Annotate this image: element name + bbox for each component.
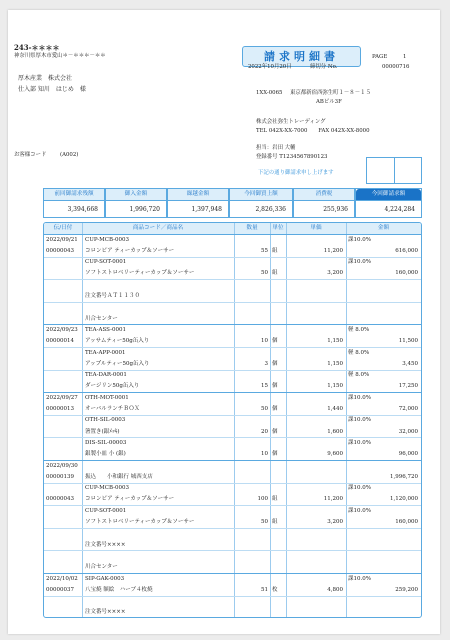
row-divider: [44, 483, 421, 484]
issuer-phone: TEL 042X-XX-7000 FAX 042X-XX-8000: [256, 128, 370, 134]
row-unit: 組: [272, 270, 278, 277]
row-date: 2022/09/23: [46, 326, 78, 333]
row-code: OTH-MOT-0001: [85, 394, 129, 401]
summary-value: 2,826,336: [255, 206, 286, 213]
row-code: SIP-GAK-0003: [85, 575, 125, 582]
row-amount: 96,000: [398, 451, 418, 458]
row-date: 00000139: [46, 473, 74, 480]
row-price: 4,800: [327, 586, 343, 593]
column-divider: [234, 223, 235, 617]
row-divider: [44, 302, 421, 303]
row-code: CUP-SOT-0001: [85, 259, 127, 266]
page-number: 1: [403, 54, 407, 60]
column-header: 単位: [272, 225, 284, 231]
row-code: TEA-DAR-0001: [85, 372, 127, 379]
row-amount: 259,200: [395, 586, 418, 593]
customer-code-label: お客様コード: [14, 152, 47, 158]
row-name: コロンビア ティーカップ＆ソーサー: [85, 247, 175, 254]
row-date: 00000037: [46, 586, 74, 593]
row-amount: 課10.0%: [348, 394, 371, 401]
row-qty: 15: [261, 383, 268, 390]
column-divider: [270, 223, 271, 617]
row-qty: 50: [261, 519, 268, 525]
row-unit: 組: [272, 247, 278, 254]
summary-label: 消費税: [294, 189, 354, 201]
summary-value: 3,394,668: [67, 206, 98, 213]
row-code: DIS-SIL-00003: [85, 439, 127, 446]
row-name: ソフトストロベリーティーカップ＆ソーサー: [85, 270, 195, 277]
row-amount: 616,000: [395, 247, 418, 254]
row-amount: 軽 8.0%: [348, 372, 370, 379]
summary-label: 繰越金額: [168, 189, 228, 201]
summary-table: [43, 188, 422, 218]
column-divider: [82, 223, 83, 617]
column-header: 金額: [377, 225, 390, 231]
row-amount: 課10.0%: [348, 485, 371, 492]
row-price: 11,200: [323, 496, 343, 503]
row-date: 00000013: [46, 406, 74, 412]
invoice-no-label: 締切分 No.: [310, 64, 338, 70]
summary-value: 4,224,284: [384, 206, 415, 213]
row-name: オーバルランチＢＯＸ: [85, 406, 140, 412]
row-unit: 個: [272, 406, 278, 412]
row-date: 2022/10/02: [46, 575, 78, 582]
summary-label: 今回御請求額: [356, 189, 421, 201]
row-price: 9,600: [327, 451, 343, 458]
row-divider: [44, 528, 421, 529]
row-amount: 課10.0%: [348, 439, 371, 446]
row-unit: 個: [272, 383, 278, 390]
summary-label: 今回御買上額: [230, 189, 292, 201]
row-date: 2022/09/27: [46, 394, 78, 401]
customer-company: 厚木産業 株式会社: [18, 75, 73, 82]
row-unit: 個: [272, 338, 278, 345]
row-price: 1,150: [327, 338, 343, 345]
row-qty: 50: [261, 406, 268, 412]
row-name: 注文番号ＡＴ１１３０: [85, 293, 141, 299]
row-divider: [44, 279, 421, 280]
row-date: 00000014: [46, 338, 74, 345]
row-amount: 軽 8.0%: [348, 326, 370, 333]
row-date: 00000043: [46, 496, 74, 503]
row-name: 川合センター: [85, 564, 118, 571]
billing-notice: 下記の通り御請求申し上げます: [258, 170, 334, 176]
row-divider: [44, 437, 421, 438]
summary-value: 255,936: [323, 206, 348, 213]
row-name: 注文番号××××: [85, 609, 126, 616]
row-amount: 160,000: [395, 519, 418, 525]
row-amount: 160,000: [395, 270, 418, 277]
row-amount: 課10.0%: [348, 259, 371, 266]
row-name: 箸置き(銀ﾒｯｷ): [85, 428, 120, 435]
document-title: 請求明細書: [242, 46, 361, 67]
row-name: アップルティー50g缶入り: [85, 360, 150, 367]
invoice-date: 2022年10月20日: [248, 64, 292, 70]
issuer-registration: 登録番号 T1234567890123: [256, 154, 328, 160]
row-unit: 組: [272, 519, 278, 525]
column-header: 単価: [310, 225, 322, 231]
issuer-person: 担当：岩田 大輔: [256, 145, 296, 151]
row-qty: 10: [261, 451, 268, 458]
row-unit: 個: [272, 428, 278, 435]
row-name: コロンビア ティーカップ＆ソーサー: [85, 496, 175, 503]
row-amount: 課10.0%: [348, 507, 371, 514]
row-name: アッサムティー50g缶入り: [85, 338, 150, 345]
row-divider: [44, 596, 421, 597]
row-name: 八宝焼 額絵 ハーブ４枚焼: [85, 586, 153, 593]
row-divider: [44, 324, 421, 325]
row-date: 2022/09/21: [46, 236, 78, 243]
row-amount: 1,120,000: [390, 496, 418, 503]
column-divider: [286, 223, 287, 617]
row-amount: 1,996,720: [390, 473, 418, 480]
row-divider: [44, 573, 421, 574]
row-qty: 3: [264, 360, 268, 367]
issuer-address: 東京都新宿西弥生町１－８－１５: [290, 90, 371, 96]
row-name: ソフトストロベリーティーカップ＆ソーサー: [85, 519, 195, 525]
summary-cell: [355, 188, 422, 218]
row-divider: [44, 415, 421, 416]
row-price: 1,150: [327, 383, 343, 390]
row-qty: 10: [261, 338, 268, 345]
summary-value: 1,996,720: [129, 206, 160, 213]
issuer-building: ABビル3F: [316, 99, 342, 105]
row-amount: 17,250: [398, 383, 418, 390]
customer-address: 神奈川県厚木市愛山＊－＊＊＊－＊＊: [14, 53, 106, 59]
row-qty: 51: [261, 586, 268, 593]
row-unit: 個: [272, 360, 278, 367]
row-amount: 課10.0%: [348, 236, 371, 243]
customer-postal: 243-＊＊＊＊: [14, 43, 60, 52]
row-code: TEA-APP-0001: [85, 349, 126, 356]
row-qty: 100: [257, 496, 268, 503]
row-code: CUP-SOT-0001: [85, 507, 127, 514]
row-amount: 軽 8.0%: [348, 349, 370, 356]
row-price: 3,200: [327, 270, 343, 277]
row-divider: [44, 234, 421, 235]
column-header: 数量: [246, 225, 258, 231]
row-code: OTH-SIL-0003: [85, 417, 126, 424]
summary-cell: [105, 188, 167, 218]
summary-cell: [229, 188, 293, 218]
row-amount: 課10.0%: [348, 417, 371, 424]
row-amount: 11,500: [398, 338, 418, 345]
row-unit: 組: [272, 496, 278, 503]
row-amount: 32,000: [398, 428, 418, 435]
row-divider: [44, 347, 421, 348]
issuer-postal: 1XX-0065: [256, 90, 283, 96]
customer-code: (A002): [60, 152, 79, 158]
column-header: 商品コード／商品名: [132, 225, 184, 231]
page-label: PAGE: [372, 54, 388, 60]
row-divider: [44, 370, 421, 371]
row-price: 1,440: [327, 406, 343, 412]
row-name: 銀製小皿 小 (銀): [85, 451, 126, 458]
row-divider: [44, 392, 421, 393]
approval-stamp-box: [366, 157, 422, 184]
row-amount: 課10.0%: [348, 575, 371, 582]
summary-label: 前回御請求残額: [44, 189, 104, 201]
issuer-company: 株式会社弥生トレーディング: [256, 119, 326, 125]
row-code: CUP-MCB-0003: [85, 485, 129, 492]
row-divider: [44, 257, 421, 258]
invoice-sheet: [8, 10, 440, 634]
row-qty: 55: [261, 247, 268, 254]
invoice-no: 00000716: [382, 64, 410, 70]
summary-cell: [293, 188, 355, 218]
summary-cell: [167, 188, 229, 218]
row-price: 11,200: [323, 247, 343, 254]
row-qty: 50: [261, 270, 268, 277]
row-qty: 20: [261, 428, 268, 435]
row-price: 1,150: [327, 360, 343, 367]
detail-table: [43, 222, 422, 618]
row-date: 00000043: [46, 247, 74, 254]
row-amount: 72,000: [398, 406, 418, 412]
row-divider: [44, 460, 421, 461]
row-divider: [44, 505, 421, 506]
row-name: 川合センター: [85, 315, 118, 322]
column-header: 伝/日付: [53, 225, 73, 231]
row-code: TEA-ASS-0001: [85, 326, 126, 333]
row-unit: 枚: [272, 586, 278, 593]
summary-label: 御入金額: [106, 189, 166, 201]
row-name: 注文番号××××: [85, 541, 126, 548]
row-price: 1,600: [327, 428, 343, 435]
customer-person: 仕入部 知川 はじめ 様: [18, 86, 86, 93]
row-code: CUP-MCB-0003: [85, 236, 129, 243]
row-name: 振込 小和銀行 城西支店: [85, 473, 153, 480]
summary-cell: [43, 188, 105, 218]
row-name: ダージリン50g缶入り: [85, 383, 140, 390]
row-date: 2022/09/30: [46, 462, 78, 469]
row-unit: 個: [272, 451, 278, 458]
column-divider: [346, 223, 347, 617]
row-price: 3,200: [327, 519, 343, 525]
row-divider: [44, 550, 421, 551]
row-amount: 3,450: [402, 360, 418, 367]
summary-value: 1,397,948: [191, 206, 222, 213]
